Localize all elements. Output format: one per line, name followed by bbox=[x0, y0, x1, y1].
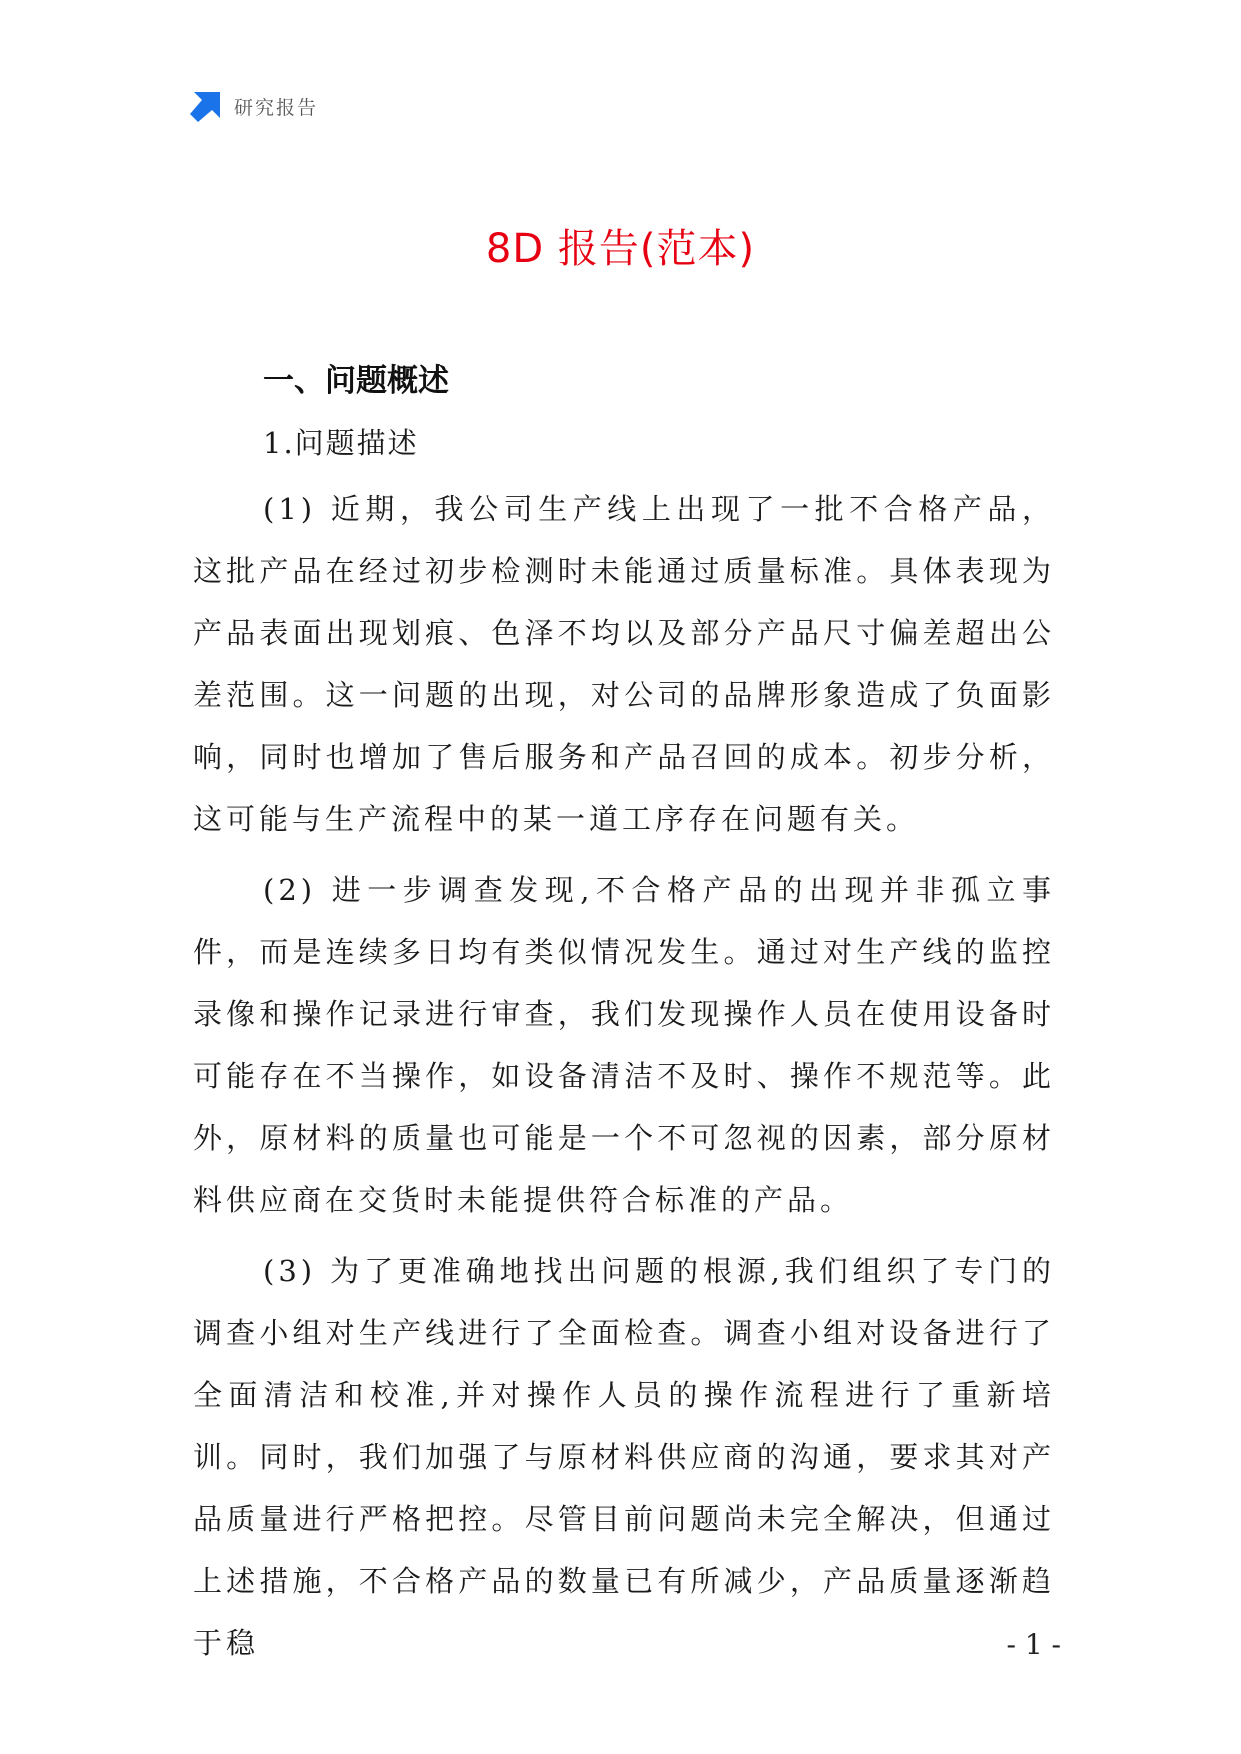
paragraph-2: (2) 进一步调查发现,不合格产品的出现并非孤立事件，而是连续多日均有类似情况发生。通过对生产线的监控录像和操作记录进行审查，我们发现操作人员在使用设备时可能存在不当操作，如设备清洁不及时、操作不规范等。此外，原材料的质量也可能是一个不可忽视的因素，部分原材料供应商在交货时未能提供符合标准的产品。 bbox=[193, 873, 1055, 1217]
arrow-up-right-icon bbox=[190, 90, 222, 122]
page-header bbox=[190, 88, 318, 124]
sub-heading: 1.问题描述 bbox=[263, 426, 419, 460]
document-title: 8D 报告(范本) bbox=[485, 226, 756, 272]
section-heading: 一、问题概述 bbox=[263, 363, 449, 399]
paragraph-1: (1) 近期，我公司生产线上出现了一批不合格产品，这批产品在经过初步检测时未能通过质量标准。具体表现为产品表面出现划痕、色泽不均以及部分产品尺寸偏差超出公差范围。这一问题的出现，对公司的品牌形象造成了负面影响，同时也增加了售后服务和产品召回的成本。初步分析，这可能与生产流程中的某一道工序存在问题有关。 bbox=[193, 492, 1055, 836]
page-number: - 1 - bbox=[1006, 1628, 1061, 1661]
paragraph-3: (3) 为了更准确地找出问题的根源,我们组织了专门的调查小组对生产线进行了全面检查。调查小组对设备进行了全面清洁和校准,并对操作人员的操作流程进行了重新培训。同时，我们加强了与原材料供应商的沟通，要求其对产品质量进行严格把控。尽管目前问题尚未完全解决，但通过上述措施，不合格产品的数量已有所减少，产品质量逐渐趋于稳 bbox=[193, 1254, 1055, 1660]
document-body bbox=[193, 355, 1055, 1674]
header-label: 研究报告 bbox=[234, 96, 319, 119]
